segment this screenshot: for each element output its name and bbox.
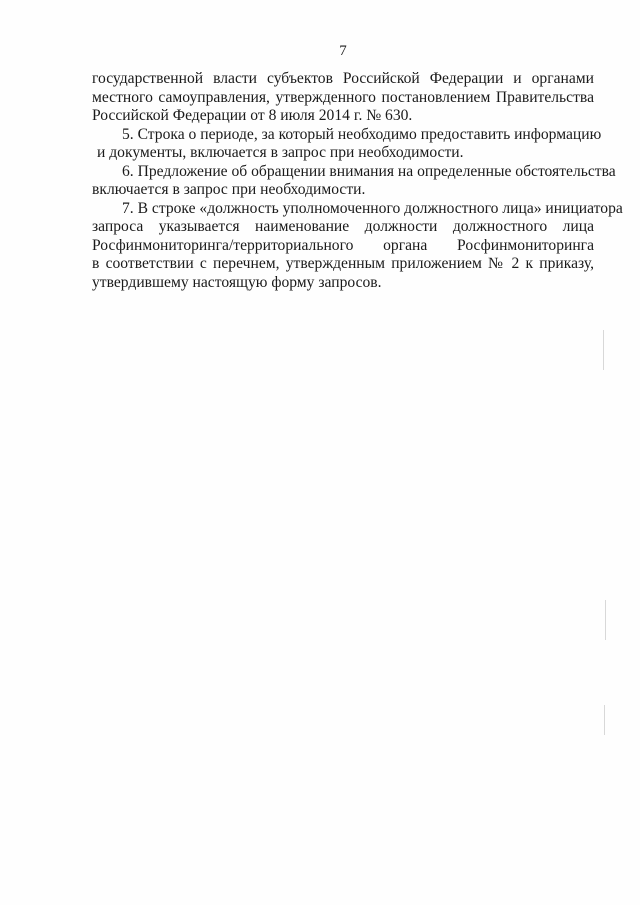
scan-artifact — [603, 330, 604, 370]
text-line: в соответствии с перечнем, утвержденным приложением № 2 к приказу, — [92, 255, 594, 272]
scan-artifact — [604, 705, 605, 735]
page-number: 7 — [339, 43, 347, 59]
text-line: государственной власти субъектов Российской Федерации и органами — [92, 70, 594, 87]
text-line: Российской Федерации от 8 июля 2014 г. № 630. — [92, 107, 413, 124]
text-line: 7. В строке «должность уполномоченного должностного лица» инициатора — [122, 199, 623, 217]
text-line: утвердившему настоящую форму запросов. — [92, 273, 382, 291]
document-body — [92, 70, 623, 292]
paragraph-item-6 — [92, 162, 616, 200]
paragraph-continuation — [92, 70, 594, 126]
paragraph-item-5 — [92, 125, 602, 163]
paragraph-item-7 — [92, 199, 623, 293]
text-line: и документы, включается в запрос при необходимости. — [97, 144, 464, 161]
text-line: 6. Предложение об обращении внимания на определенные обстоятельства — [122, 162, 616, 180]
text-line: 5. Строка о периоде, за который необходимо предоставить информацию — [122, 125, 602, 143]
text-line: запроса указывается наименование должности должностного лица — [92, 218, 594, 235]
text-line: включается в запрос при необходимости. — [92, 181, 366, 198]
scan-artifact — [605, 600, 606, 640]
text-line: Росфинмониторинга/территориального органа Росфинмониторинга — [92, 236, 594, 254]
text-line: местного самоуправления, утвержденного постановлением Правительства — [92, 88, 594, 106]
